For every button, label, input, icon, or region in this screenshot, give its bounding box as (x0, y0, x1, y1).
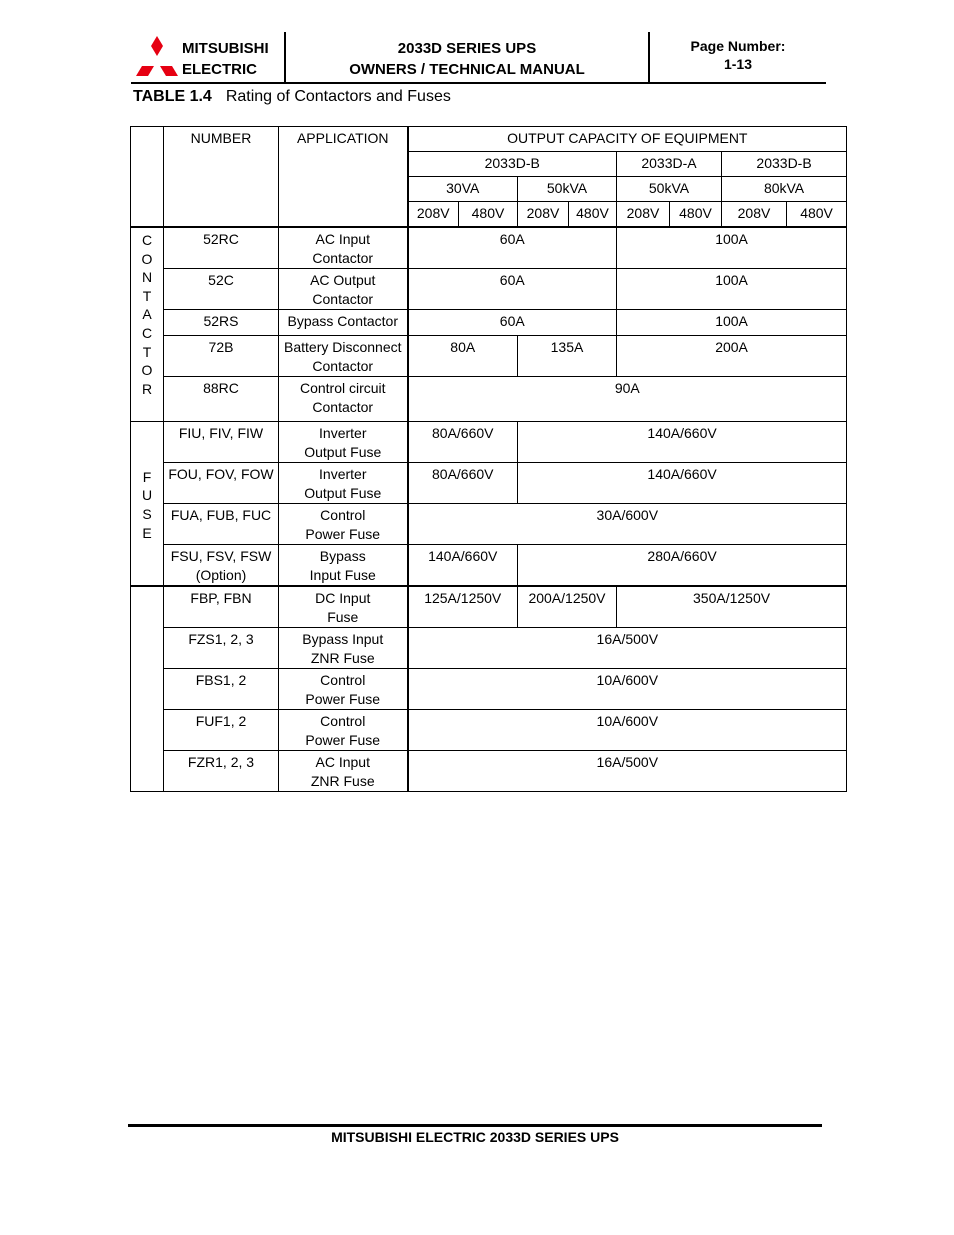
brand-line-2: ELECTRIC (182, 61, 257, 78)
output-capacity-header: OUTPUT CAPACITY OF EQUIPMENT (408, 127, 847, 152)
capacity-header: 30VA (408, 177, 518, 202)
application-line: Inverter (319, 466, 367, 482)
application-line: Bypass Input (302, 631, 384, 647)
part-number: 52C (164, 269, 279, 310)
mitsubishi-logo (134, 36, 180, 76)
model-header: 2033D-B (408, 152, 617, 177)
table-row (131, 669, 847, 710)
rating-cell: 140A/660V (518, 463, 847, 504)
part-number: FZR1, 2, 3 (164, 751, 279, 792)
voltage-header: 480V (459, 202, 518, 228)
table-row (131, 751, 847, 792)
table-number: TABLE 1.4 (133, 88, 212, 105)
group-letter: E (142, 524, 152, 541)
application-line: Contactor (312, 358, 374, 374)
application-line: Control (320, 672, 366, 688)
application-line: Inverter (319, 425, 367, 441)
voltage-header: 208V (617, 202, 670, 228)
rating-cell: 60A (408, 310, 617, 336)
page-number-label: Page Number: (690, 38, 786, 54)
group-letter: T (142, 287, 152, 304)
application-line: ZNR Fuse (310, 773, 375, 789)
page-number-block (650, 32, 826, 82)
application-line: Contactor (312, 250, 374, 266)
application-header: APPLICATION (279, 127, 408, 228)
application-cell (279, 422, 408, 463)
group-letter: F (142, 468, 152, 485)
capacity-header: 50kVA (518, 177, 617, 202)
application-cell (279, 751, 408, 792)
contactor-group-label (131, 227, 164, 422)
application-cell (279, 669, 408, 710)
application-line: Control (320, 507, 366, 523)
voltage-header: 480V (569, 202, 617, 228)
group-letter: R (141, 380, 153, 397)
rating-cell: 350A/1250V (617, 586, 847, 628)
application-line: Output Fuse (304, 444, 382, 460)
part-number: 52RC (164, 227, 279, 269)
voltage-header: 480V (670, 202, 722, 228)
group-letter: N (141, 269, 153, 286)
group-header-cell (131, 127, 164, 228)
application-cell (279, 586, 408, 628)
rating-cell: 10A/600V (408, 710, 847, 751)
rating-cell: 16A/500V (408, 751, 847, 792)
rating-cell: 200A/1250V (518, 586, 617, 628)
part-number: FZS1, 2, 3 (164, 628, 279, 669)
rating-cell: 16A/500V (408, 628, 847, 669)
part-number: 52RS (164, 310, 279, 336)
rating-cell: 100A (617, 310, 847, 336)
part-number: FUF1, 2 (164, 710, 279, 751)
group-letter: A (142, 306, 152, 323)
rating-cell: 140A/660V (518, 422, 847, 463)
rating-cell: 135A (518, 336, 617, 377)
table-caption: Rating of Contactors and Fuses (225, 88, 451, 105)
rating-cell: 280A/660V (518, 545, 847, 587)
capacity-header: 80kVA (722, 177, 847, 202)
table-row (131, 504, 847, 545)
group-letter: O (141, 250, 153, 267)
application-line: Contactor (312, 399, 374, 415)
table-row (131, 269, 847, 310)
page-footer: MITSUBISHI ELECTRIC 2033D SERIES UPS (331, 1129, 619, 1145)
table-row (131, 463, 847, 504)
group-letter: C (141, 324, 153, 341)
application-line: Contactor (312, 291, 374, 307)
application-cell (279, 504, 408, 545)
table-row (131, 710, 847, 751)
application-line: DC Input (315, 590, 371, 606)
part-number: FOU, FOV, FOW (164, 463, 279, 504)
rating-cell: 60A (408, 269, 617, 310)
manual-title (286, 32, 650, 82)
part-number: FIU, FIV, FIW (164, 422, 279, 463)
part-number: FBS1, 2 (164, 669, 279, 710)
voltage-header: 208V (518, 202, 569, 228)
fuse-group-label (131, 422, 164, 587)
rating-cell: 80A/660V (408, 463, 518, 504)
part-number (164, 545, 279, 587)
voltage-header: 480V (787, 202, 847, 228)
rating-cell: 30A/600V (408, 504, 847, 545)
rating-cell: 80A (408, 336, 518, 377)
brand-name (182, 38, 269, 80)
model-header: 2033D-A (617, 152, 722, 177)
page-header (131, 32, 826, 84)
application-cell (279, 269, 408, 310)
part-number-line: (Option) (195, 567, 247, 583)
rating-cell: 125A/1250V (408, 586, 518, 628)
application-cell (279, 227, 408, 269)
table-row (131, 422, 847, 463)
part-number: 72B (164, 336, 279, 377)
part-number: FUA, FUB, FUC (164, 504, 279, 545)
application-line: Bypass (319, 548, 366, 564)
application-cell (279, 628, 408, 669)
table-row (131, 336, 847, 377)
number-header: NUMBER (164, 127, 279, 228)
rating-cell: 140A/660V (408, 545, 518, 587)
footer-rule (128, 1124, 822, 1127)
application-cell (279, 336, 408, 377)
application-line: Control circuit (299, 380, 386, 396)
application-line: ZNR Fuse (310, 650, 375, 666)
voltage-header: 208V (722, 202, 787, 228)
group-letter: C (141, 232, 153, 248)
rating-cell: 90A (408, 377, 847, 422)
application-cell (279, 545, 408, 587)
part-number-line: FSU, FSV, FSW (170, 548, 272, 564)
page-number-value: 1-13 (723, 56, 753, 72)
table-title (133, 87, 451, 107)
capacity-header: 50kVA (617, 177, 722, 202)
part-number: FBP, FBN (164, 586, 279, 628)
group-letter: S (142, 506, 152, 522)
application-line: Output Fuse (304, 485, 382, 501)
application-cell (279, 377, 408, 422)
logo-block (131, 32, 286, 82)
rating-cell: 100A (617, 227, 847, 269)
brand-line-1: MITSUBISHI (182, 40, 269, 57)
group-letter: U (141, 487, 153, 504)
application-line: AC Input (315, 754, 370, 770)
table-row (131, 310, 847, 336)
ratings-table (130, 126, 847, 792)
application-line: Battery Disconnect (284, 339, 402, 355)
application-cell (279, 710, 408, 751)
group-blank-cell (131, 586, 164, 792)
group-letter: T (142, 343, 152, 360)
table-row (131, 628, 847, 669)
header-row-1 (131, 127, 847, 152)
application-line: Power Fuse (305, 526, 381, 542)
application-cell: Bypass Contactor (279, 310, 408, 336)
rating-cell: 60A (408, 227, 617, 269)
part-number: 88RC (164, 377, 279, 422)
voltage-header: 208V (408, 202, 459, 228)
rating-cell: 200A (617, 336, 847, 377)
application-line: AC Input (315, 231, 370, 247)
table-row (131, 227, 847, 269)
rating-cell: 80A/660V (408, 422, 518, 463)
group-letter: O (141, 362, 153, 379)
title-line-1: 2033D SERIES UPS (397, 40, 537, 57)
application-line: Power Fuse (305, 691, 381, 707)
application-line: Control (320, 713, 366, 729)
rating-cell: 100A (617, 269, 847, 310)
application-line: Power Fuse (305, 732, 381, 748)
application-line: Input Fuse (309, 567, 376, 583)
application-cell (279, 463, 408, 504)
application-line: AC Output (310, 272, 376, 288)
title-line-2: OWNERS / TECHNICAL MANUAL (349, 61, 585, 78)
table-row (131, 586, 847, 628)
application-line: Fuse (327, 609, 359, 625)
rating-cell: 10A/600V (408, 669, 847, 710)
table-row (131, 545, 847, 587)
model-header: 2033D-B (722, 152, 847, 177)
table-row (131, 377, 847, 422)
